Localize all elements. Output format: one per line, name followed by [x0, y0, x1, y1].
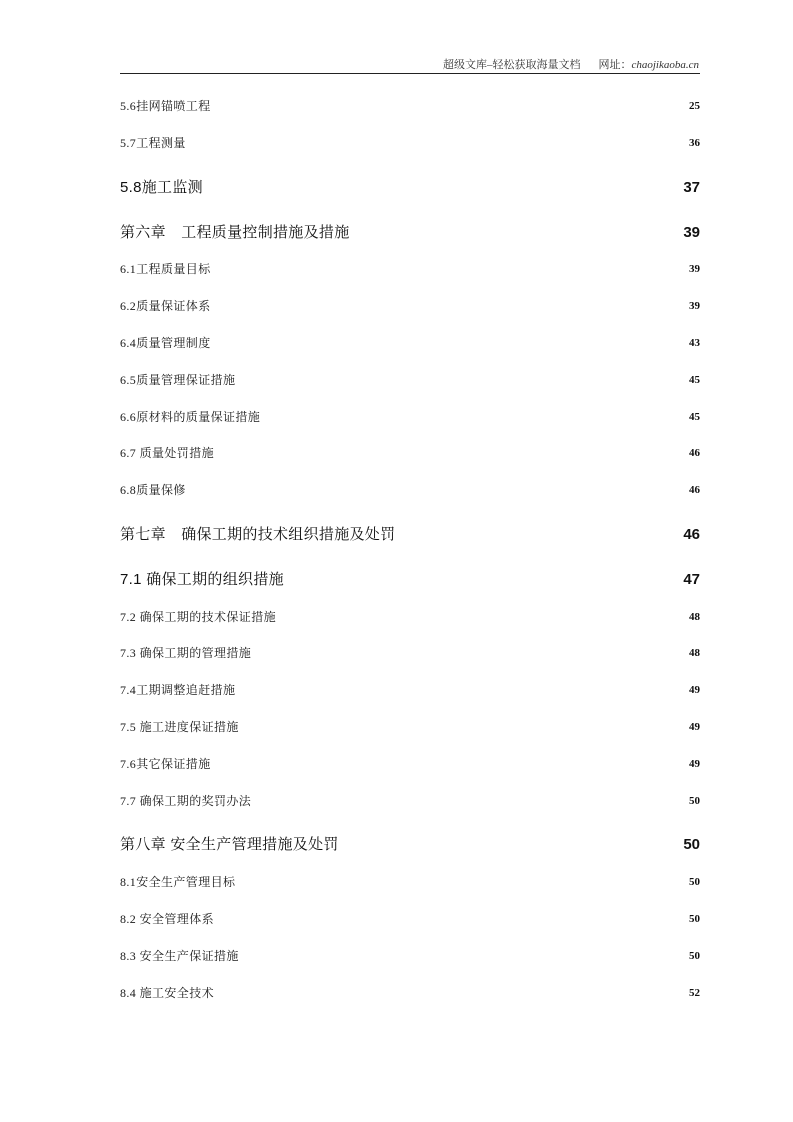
toc-entry-page: 39 — [689, 263, 700, 275]
header-divider — [120, 73, 700, 74]
toc-chapter — [120, 223, 700, 243]
toc-chapter-title: 第八章 安全生产管理措施及处罚 — [120, 836, 339, 853]
toc-entry — [120, 259, 700, 279]
toc-chapter-page: 39 — [683, 224, 700, 241]
toc-entry-title: 8.2 安全管理体系 — [120, 912, 215, 926]
toc-entry — [120, 909, 700, 929]
toc-entry-title: 6.2质量保证体系 — [120, 299, 211, 313]
toc-entry — [120, 791, 700, 811]
toc-entry-page: 47 — [683, 571, 700, 588]
toc-entry-title: 8.3 安全生产保证措施 — [120, 949, 239, 963]
toc-chapter — [120, 835, 700, 855]
toc-entry-page: 50 — [689, 876, 700, 888]
toc-entry — [120, 680, 700, 700]
toc-entry-title: 7.3 确保工期的管理措施 — [120, 646, 252, 660]
toc-entry — [120, 946, 700, 966]
toc-entry — [120, 872, 700, 892]
toc-entry — [120, 983, 700, 1003]
site-url: chaojikaoba.cn — [631, 59, 699, 71]
toc-entry-title: 6.7 质量处罚措施 — [120, 446, 215, 460]
toc-entry-title: 8.4 施工安全技术 — [120, 986, 215, 1000]
toc-entry-page: 49 — [689, 758, 700, 770]
toc-entry — [120, 480, 700, 500]
toc-entry — [120, 643, 700, 663]
toc-entry-title: 7.1 确保工期的组织措施 — [120, 571, 284, 588]
toc-entry-page: 25 — [689, 100, 700, 112]
toc-entry-title: 7.5 施工进度保证措施 — [120, 720, 239, 734]
toc-entry-page: 43 — [689, 337, 700, 349]
toc-chapter-page: 46 — [683, 526, 700, 543]
toc-entry-title: 5.6挂网锚喷工程 — [120, 99, 211, 113]
page-header — [443, 57, 699, 73]
toc-entry-title: 6.6原材料的质量保证措施 — [120, 410, 261, 424]
toc-entry-page: 39 — [689, 300, 700, 312]
site-name: 超级文库–轻松获取海量文档 — [442, 59, 581, 71]
toc-entry — [120, 333, 700, 353]
toc-entry-title: 5.8施工监测 — [120, 179, 203, 196]
toc-entry — [120, 754, 700, 774]
toc-entry — [120, 607, 700, 627]
toc-entry — [120, 370, 700, 390]
toc-entry-page: 48 — [689, 647, 700, 659]
toc-entry-title: 6.5质量管理保证措施 — [120, 373, 236, 387]
site-url-label: 网址： — [598, 59, 632, 71]
toc-entry — [120, 407, 700, 427]
toc-entry-page: 36 — [689, 137, 700, 149]
toc-entry-title: 7.6其它保证措施 — [120, 757, 211, 771]
toc-entry-page: 37 — [683, 179, 700, 196]
toc-entry — [120, 443, 700, 463]
toc-entry-page: 50 — [689, 913, 700, 925]
toc-entry-page: 52 — [689, 987, 700, 999]
toc-entry-title: 7.4工期调整追赶措施 — [120, 683, 236, 697]
toc-entry-title: 5.7工程测量 — [120, 136, 186, 150]
toc-entry — [120, 296, 700, 316]
toc-entry-title: 6.1工程质量目标 — [120, 262, 211, 276]
toc-entry — [120, 570, 700, 590]
toc-entry — [120, 96, 700, 116]
toc-entry-page: 49 — [689, 721, 700, 733]
toc-entry-page: 45 — [689, 374, 700, 386]
toc-entry-title: 6.4质量管理制度 — [120, 336, 211, 350]
toc-entry-title: 8.1安全生产管理目标 — [120, 875, 236, 889]
toc-entry — [120, 717, 700, 737]
toc-chapter — [120, 525, 700, 545]
toc-chapter-title: 第七章 确保工期的技术组织措施及处罚 — [120, 526, 396, 543]
toc-entry-page: 46 — [689, 484, 700, 496]
toc-entry-page: 45 — [689, 411, 700, 423]
toc-entry-page: 50 — [689, 950, 700, 962]
toc-entry-page: 49 — [689, 684, 700, 696]
toc-entry-page: 46 — [689, 447, 700, 459]
toc-entry — [120, 133, 700, 153]
toc-entry-title: 7.2 确保工期的技术保证措施 — [120, 610, 277, 624]
toc-entry — [120, 178, 700, 198]
toc-entry-title: 7.7 确保工期的奖罚办法 — [120, 794, 252, 808]
toc-entry-page: 50 — [689, 795, 700, 807]
toc-chapter-title: 第六章 工程质量控制措施及措施 — [120, 224, 350, 241]
toc-chapter-page: 50 — [683, 836, 700, 853]
toc-entry-page: 48 — [689, 611, 700, 623]
toc-entry-title: 6.8质量保修 — [120, 483, 186, 497]
